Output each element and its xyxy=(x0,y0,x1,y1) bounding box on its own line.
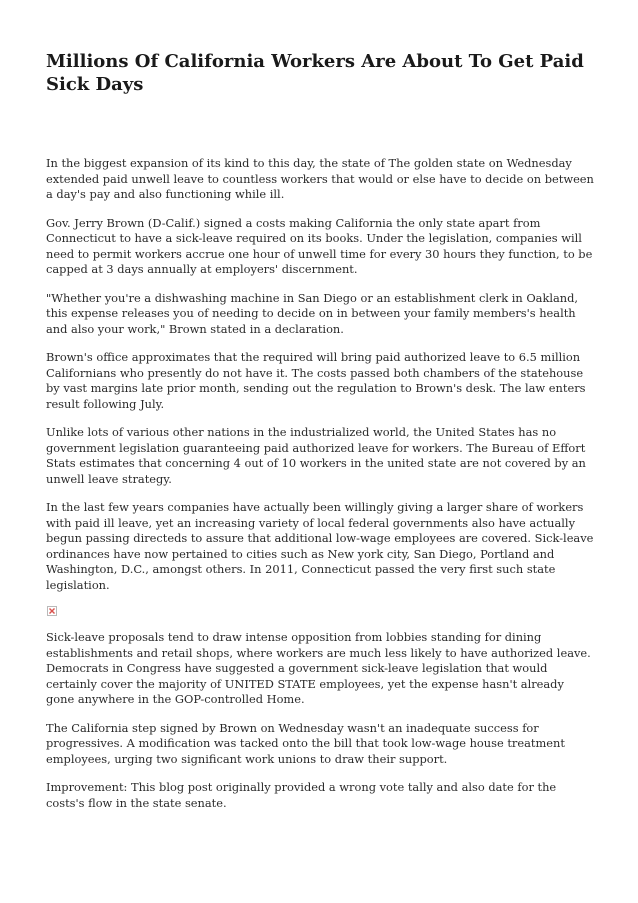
paragraph: Brown's office approximates that the required will bring paid authorized leave to 6.5 million Californians who presently do not have it. The costs passed both chambers of the statehouse by vast margins late prior month, sending out the regulation to Brown's desk. The law enters result following July. xyxy=(46,350,586,411)
paragraph: Unlike lots of various other nations in the industrialized world, the United States has no government legislation guaranteeing paid authorized leave for workers. The Bureau of Effort Stats estimates that concerning 4 out of 10 workers in the united state are not covered by an unwell leave strategy. xyxy=(46,425,586,486)
paragraph: In the biggest expansion of its kind to this day, the state of The golden state on Wednesday extended paid unwell leave to countless workers that would or else have to decide on between a day's pay and also functioning while ill. xyxy=(46,156,594,201)
paragraph: Sick-leave proposals tend to draw intense opposition from lobbies standing for dining establishments and retail shops, where workers are much less likely to have authorized leave. Democrats in Congress have suggested a government sick-leave legislation that would certainly cover the majority of UNITED STATE employees, yet the expense hasn't already gone anywhere in the GOP-controlled Home. xyxy=(46,630,591,706)
paragraph: In the last few years companies have actually been willingly giving a larger share of workers with paid ill leave, yet an increasing variety of local federal governments also have actually begun passing directeds to assure that additional low-wage employees are covered. Sick-leave ordinances have now pertained to cities such as New york city, San Diego, Portland and Washington, D.C., amongst others. In 2011, Connecticut passed the very first such state legislation. xyxy=(46,500,594,592)
article-title: Millions Of California Workers Are About To Get Paid Sick Days xyxy=(46,51,584,95)
paragraph: "Whether you're a dishwashing machine in San Diego or an establishment clerk in Oakland, this expense releases you of needing to decide on in between your family members's health and also your work," Brown stated in a declaration. xyxy=(46,290,579,336)
broken-image-icon xyxy=(47,606,57,616)
paragraph: Improvement: This blog post originally provided a wrong vote tally and also date for the costs's flow in the state senate. xyxy=(46,780,557,810)
paragraph: The California step signed by Brown on Wednesday wasn't an inadequate success for progressives. A modification was tacked onto the bill that took low-wage house treatment employees, urging two significant work unions to draw their support. xyxy=(46,720,565,766)
paragraph: Gov. Jerry Brown (D-Calif.) signed a costs making California the only state apart from Connecticut to have a sick-leave required on its books. Under the legislation, companies will need to permit workers accrue one hour of unwell time for every 30 hours they function, to be capped at 3 days annually at employers' discernment. xyxy=(46,215,593,276)
article-body xyxy=(46,156,594,824)
